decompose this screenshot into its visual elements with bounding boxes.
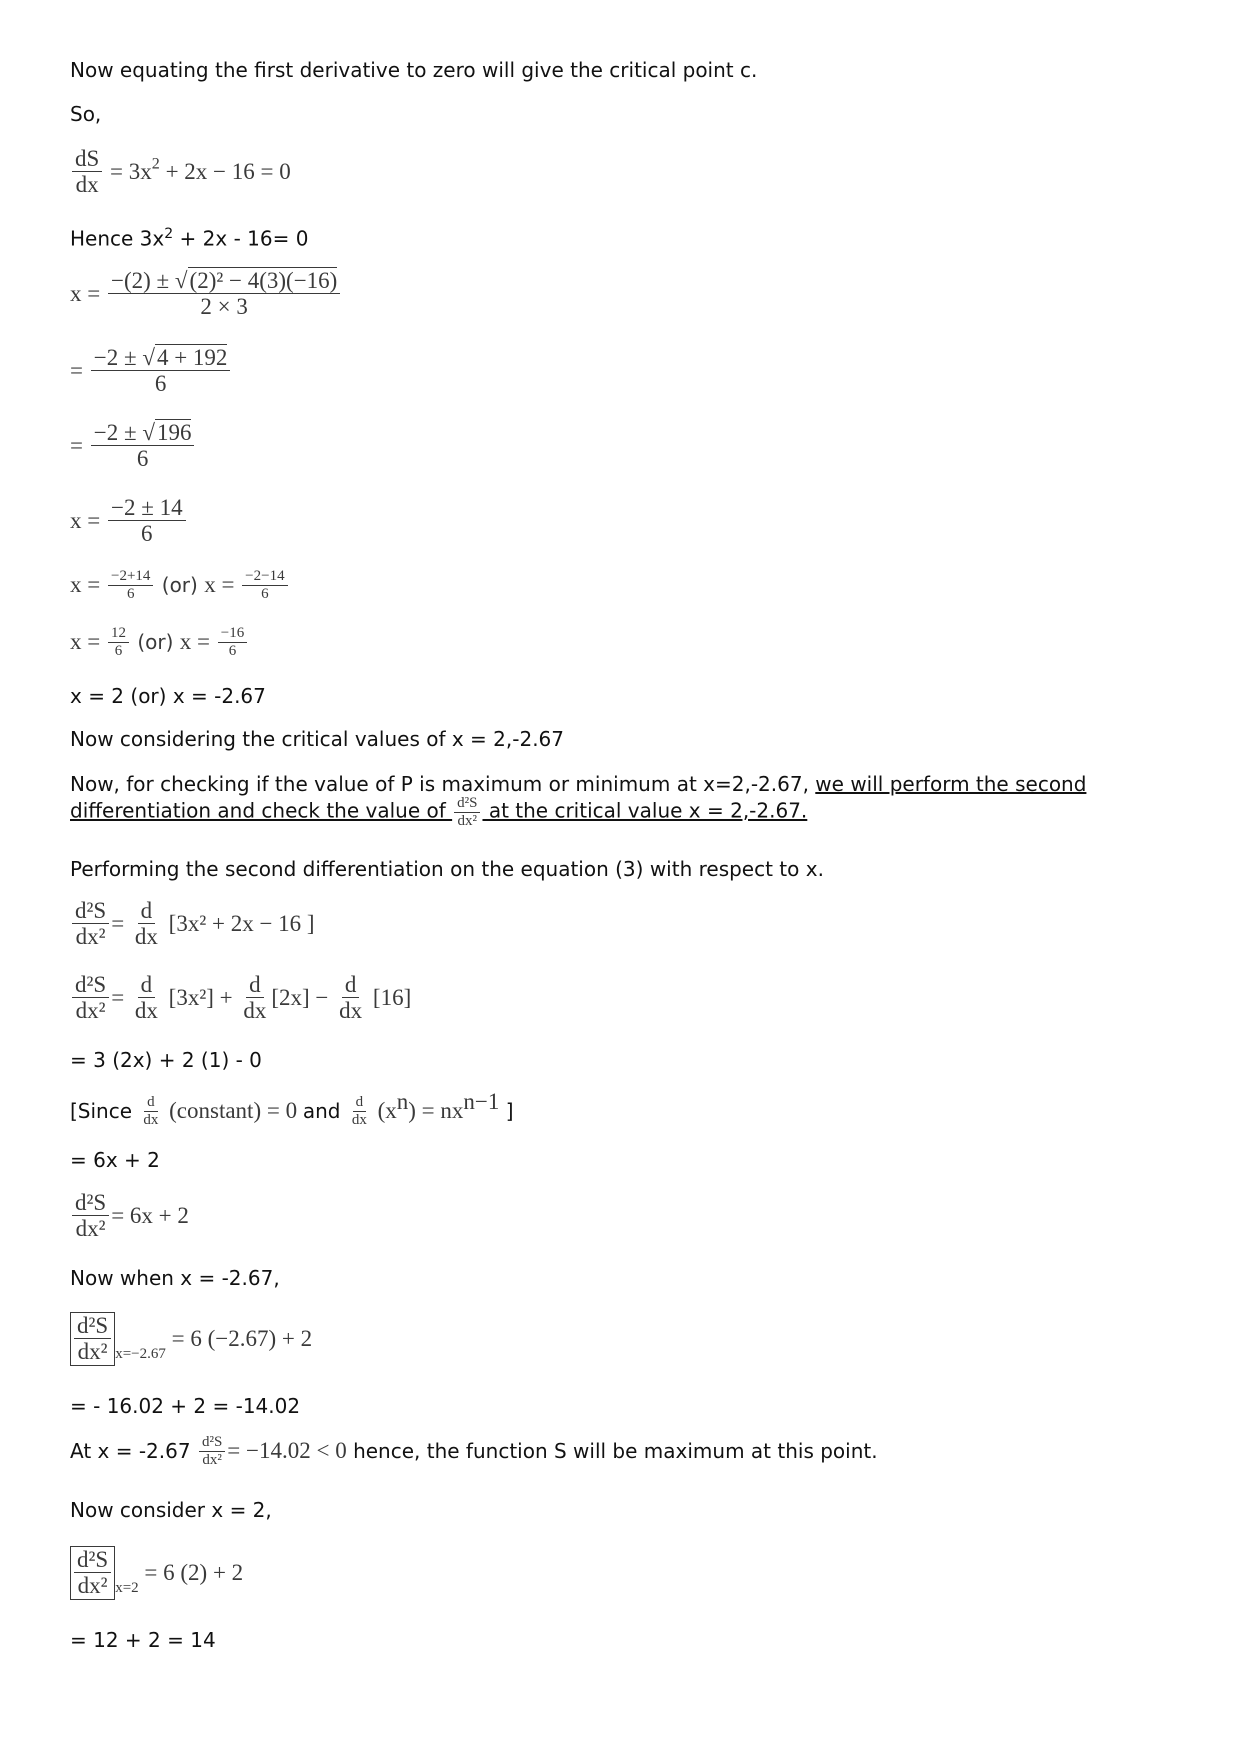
- fraction-denominator: dx²: [77, 1573, 108, 1599]
- fraction-numerator: dS: [72, 146, 102, 172]
- fraction-numerator: −2 ± √196: [91, 420, 195, 446]
- text-line: [70, 772, 1086, 796]
- text-segment: [Since: [70, 1099, 139, 1124]
- fraction-numerator: d²S: [74, 1313, 111, 1339]
- fraction-denominator: dx: [143, 1111, 159, 1128]
- equation-evaluate-at-neg: [70, 1312, 312, 1366]
- text-line: Now equating the first derivative to zero will give the critical point c.: [70, 58, 758, 82]
- equation-lhs: x =: [70, 507, 101, 533]
- text-line: x = 2 (or) x = -2.67: [70, 684, 266, 708]
- equation-lhs: x =: [204, 572, 235, 597]
- fraction-numerator: d²S: [72, 1190, 109, 1216]
- fraction-numerator: d: [144, 1094, 158, 1112]
- text-line: [70, 795, 807, 829]
- fraction-numerator: d²S: [72, 972, 109, 998]
- fraction-numerator: −(2) ± √(2)² − 4(3)(−16): [108, 268, 340, 294]
- equation-second-derivative-result: [70, 1190, 189, 1242]
- fraction-denominator: dx: [75, 172, 99, 198]
- equation-second-derivative: [70, 898, 315, 950]
- equation-roots: [70, 568, 290, 602]
- text-line: = - 16.02 + 2 = -14.02: [70, 1394, 301, 1418]
- text-line: = 12 + 2 = 14: [70, 1628, 216, 1652]
- text-line-conclusion: [70, 1434, 878, 1468]
- equation-term: [3x² + 2x − 16 ]: [162, 910, 315, 936]
- text-segment: (or): [155, 573, 205, 597]
- equation-term: [16]: [367, 984, 412, 1010]
- fraction-numerator: −2 ± 14: [108, 495, 186, 521]
- equation-roots: [70, 625, 249, 659]
- fraction-denominator: dx: [134, 998, 158, 1024]
- fraction-denominator: dx²: [77, 1339, 108, 1365]
- text-segment: Now, for checking if the value of P is maximum or minimum at x=2,-2.67,: [70, 772, 816, 796]
- underlined-text: we will perform the second: [815, 772, 1087, 796]
- equation-step: [70, 345, 232, 397]
- fraction-denominator: 6: [154, 371, 167, 397]
- equation-term: = −14.02 < 0: [227, 1438, 347, 1463]
- equation-term: [2x] −: [271, 984, 335, 1010]
- fraction-numerator: −2+14: [108, 568, 153, 586]
- equation-term: ) = nx: [408, 1098, 464, 1124]
- text-line: Now considering the critical values of x = 2,-2.67: [70, 727, 565, 751]
- equation-quadratic-formula: [70, 268, 342, 320]
- subscript: x=2: [115, 1580, 139, 1597]
- fraction-numerator: d²S: [199, 1434, 225, 1452]
- fraction-denominator: dx²: [75, 998, 106, 1024]
- text-line: So,: [70, 102, 102, 126]
- fraction-denominator: dx²: [75, 924, 106, 950]
- equation-term: = 6 (−2.67) + 2: [171, 1325, 313, 1351]
- text-segment: hence, the function S will be maximum at this point.: [346, 1439, 878, 1463]
- fraction-numerator: d: [353, 1094, 367, 1112]
- equation-evaluate-at-two: [70, 1546, 243, 1600]
- fraction-denominator: dx: [243, 998, 267, 1024]
- equation-second-derivative-expanded: [70, 972, 411, 1024]
- equation-term: = 6x + 2: [111, 1202, 189, 1228]
- superscript: n−1: [463, 1089, 500, 1114]
- underlined-text: differentiation and check the value of: [70, 798, 453, 823]
- equation-lhs: x =: [70, 629, 101, 654]
- superscript: 2: [151, 155, 160, 173]
- equation-lhs: x =: [70, 572, 101, 597]
- fraction-numerator: d: [138, 972, 156, 998]
- text-segment: ]: [499, 1099, 514, 1124]
- equation-term: + 2x − 16 = 0: [159, 158, 291, 184]
- fraction-denominator: dx²: [75, 1216, 106, 1242]
- fraction-numerator: d²S: [454, 795, 480, 813]
- fraction-numerator: 12: [108, 625, 129, 643]
- text-line: Now when x = -2.67,: [70, 1266, 280, 1290]
- fraction-denominator: 6: [141, 521, 153, 547]
- equation-lhs: x =: [179, 629, 210, 654]
- subscript: x=−2.67: [115, 1346, 166, 1363]
- text-segment: (or): [130, 630, 180, 654]
- fraction-denominator: 2 × 3: [200, 294, 248, 320]
- fraction-denominator: dx²: [457, 812, 478, 829]
- equals-sign: =: [111, 984, 125, 1010]
- fraction-numerator: −16: [218, 625, 247, 643]
- equation-lhs: =: [70, 432, 83, 458]
- fraction-numerator: d: [342, 972, 360, 998]
- fraction-numerator: d: [138, 898, 156, 924]
- fraction-denominator: dx²: [202, 1451, 222, 1468]
- equation-term: (x: [371, 1098, 397, 1124]
- text-segment: Hence 3x: [70, 226, 165, 251]
- superscript: 2: [164, 226, 174, 242]
- fraction-denominator: 6: [228, 642, 237, 659]
- equation-term: [3x²] +: [162, 984, 239, 1010]
- text-segment: + 2x - 16= 0: [173, 226, 309, 251]
- fraction-denominator: 6: [136, 446, 149, 472]
- fraction-numerator: −2−14: [242, 568, 287, 586]
- fraction-denominator: dx: [339, 998, 363, 1024]
- equation-lhs: =: [70, 357, 83, 383]
- fraction-denominator: dx: [134, 924, 158, 950]
- superscript: n: [396, 1089, 409, 1114]
- fraction-numerator: d: [246, 972, 264, 998]
- equation-step: [70, 420, 196, 472]
- equation-term: = 6 (2) + 2: [144, 1559, 244, 1585]
- fraction-numerator: d²S: [74, 1547, 111, 1573]
- text-line: Performing the second differentiation on the equation (3) with respect to x.: [70, 857, 824, 881]
- text-line: = 6x + 2: [70, 1148, 160, 1172]
- fraction-numerator: −2 ± √4 + 192: [91, 345, 231, 371]
- text-line: [70, 222, 308, 251]
- text-segment: At x = -2.67: [70, 1439, 197, 1463]
- fraction-denominator: 6: [114, 642, 123, 659]
- equation-term: = 3x: [110, 158, 152, 184]
- equation-term: (constant) = 0: [163, 1098, 303, 1124]
- equals-sign: =: [111, 910, 125, 936]
- fraction-denominator: 6: [126, 585, 135, 602]
- text-line-since: [70, 1090, 514, 1128]
- text-segment: and: [302, 1099, 347, 1124]
- equation-step: [70, 495, 188, 547]
- fraction-denominator: dx: [351, 1111, 367, 1128]
- fraction-numerator: d²S: [72, 898, 109, 924]
- fraction-denominator: 6: [261, 585, 269, 602]
- text-line: Now consider x = 2,: [70, 1498, 272, 1522]
- equation-lhs: x =: [70, 280, 101, 306]
- text-line: = 3 (2x) + 2 (1) - 0: [70, 1048, 262, 1072]
- underlined-text: at the critical value x = 2,-2.67.: [482, 798, 808, 823]
- equation-first-derivative: [70, 146, 291, 198]
